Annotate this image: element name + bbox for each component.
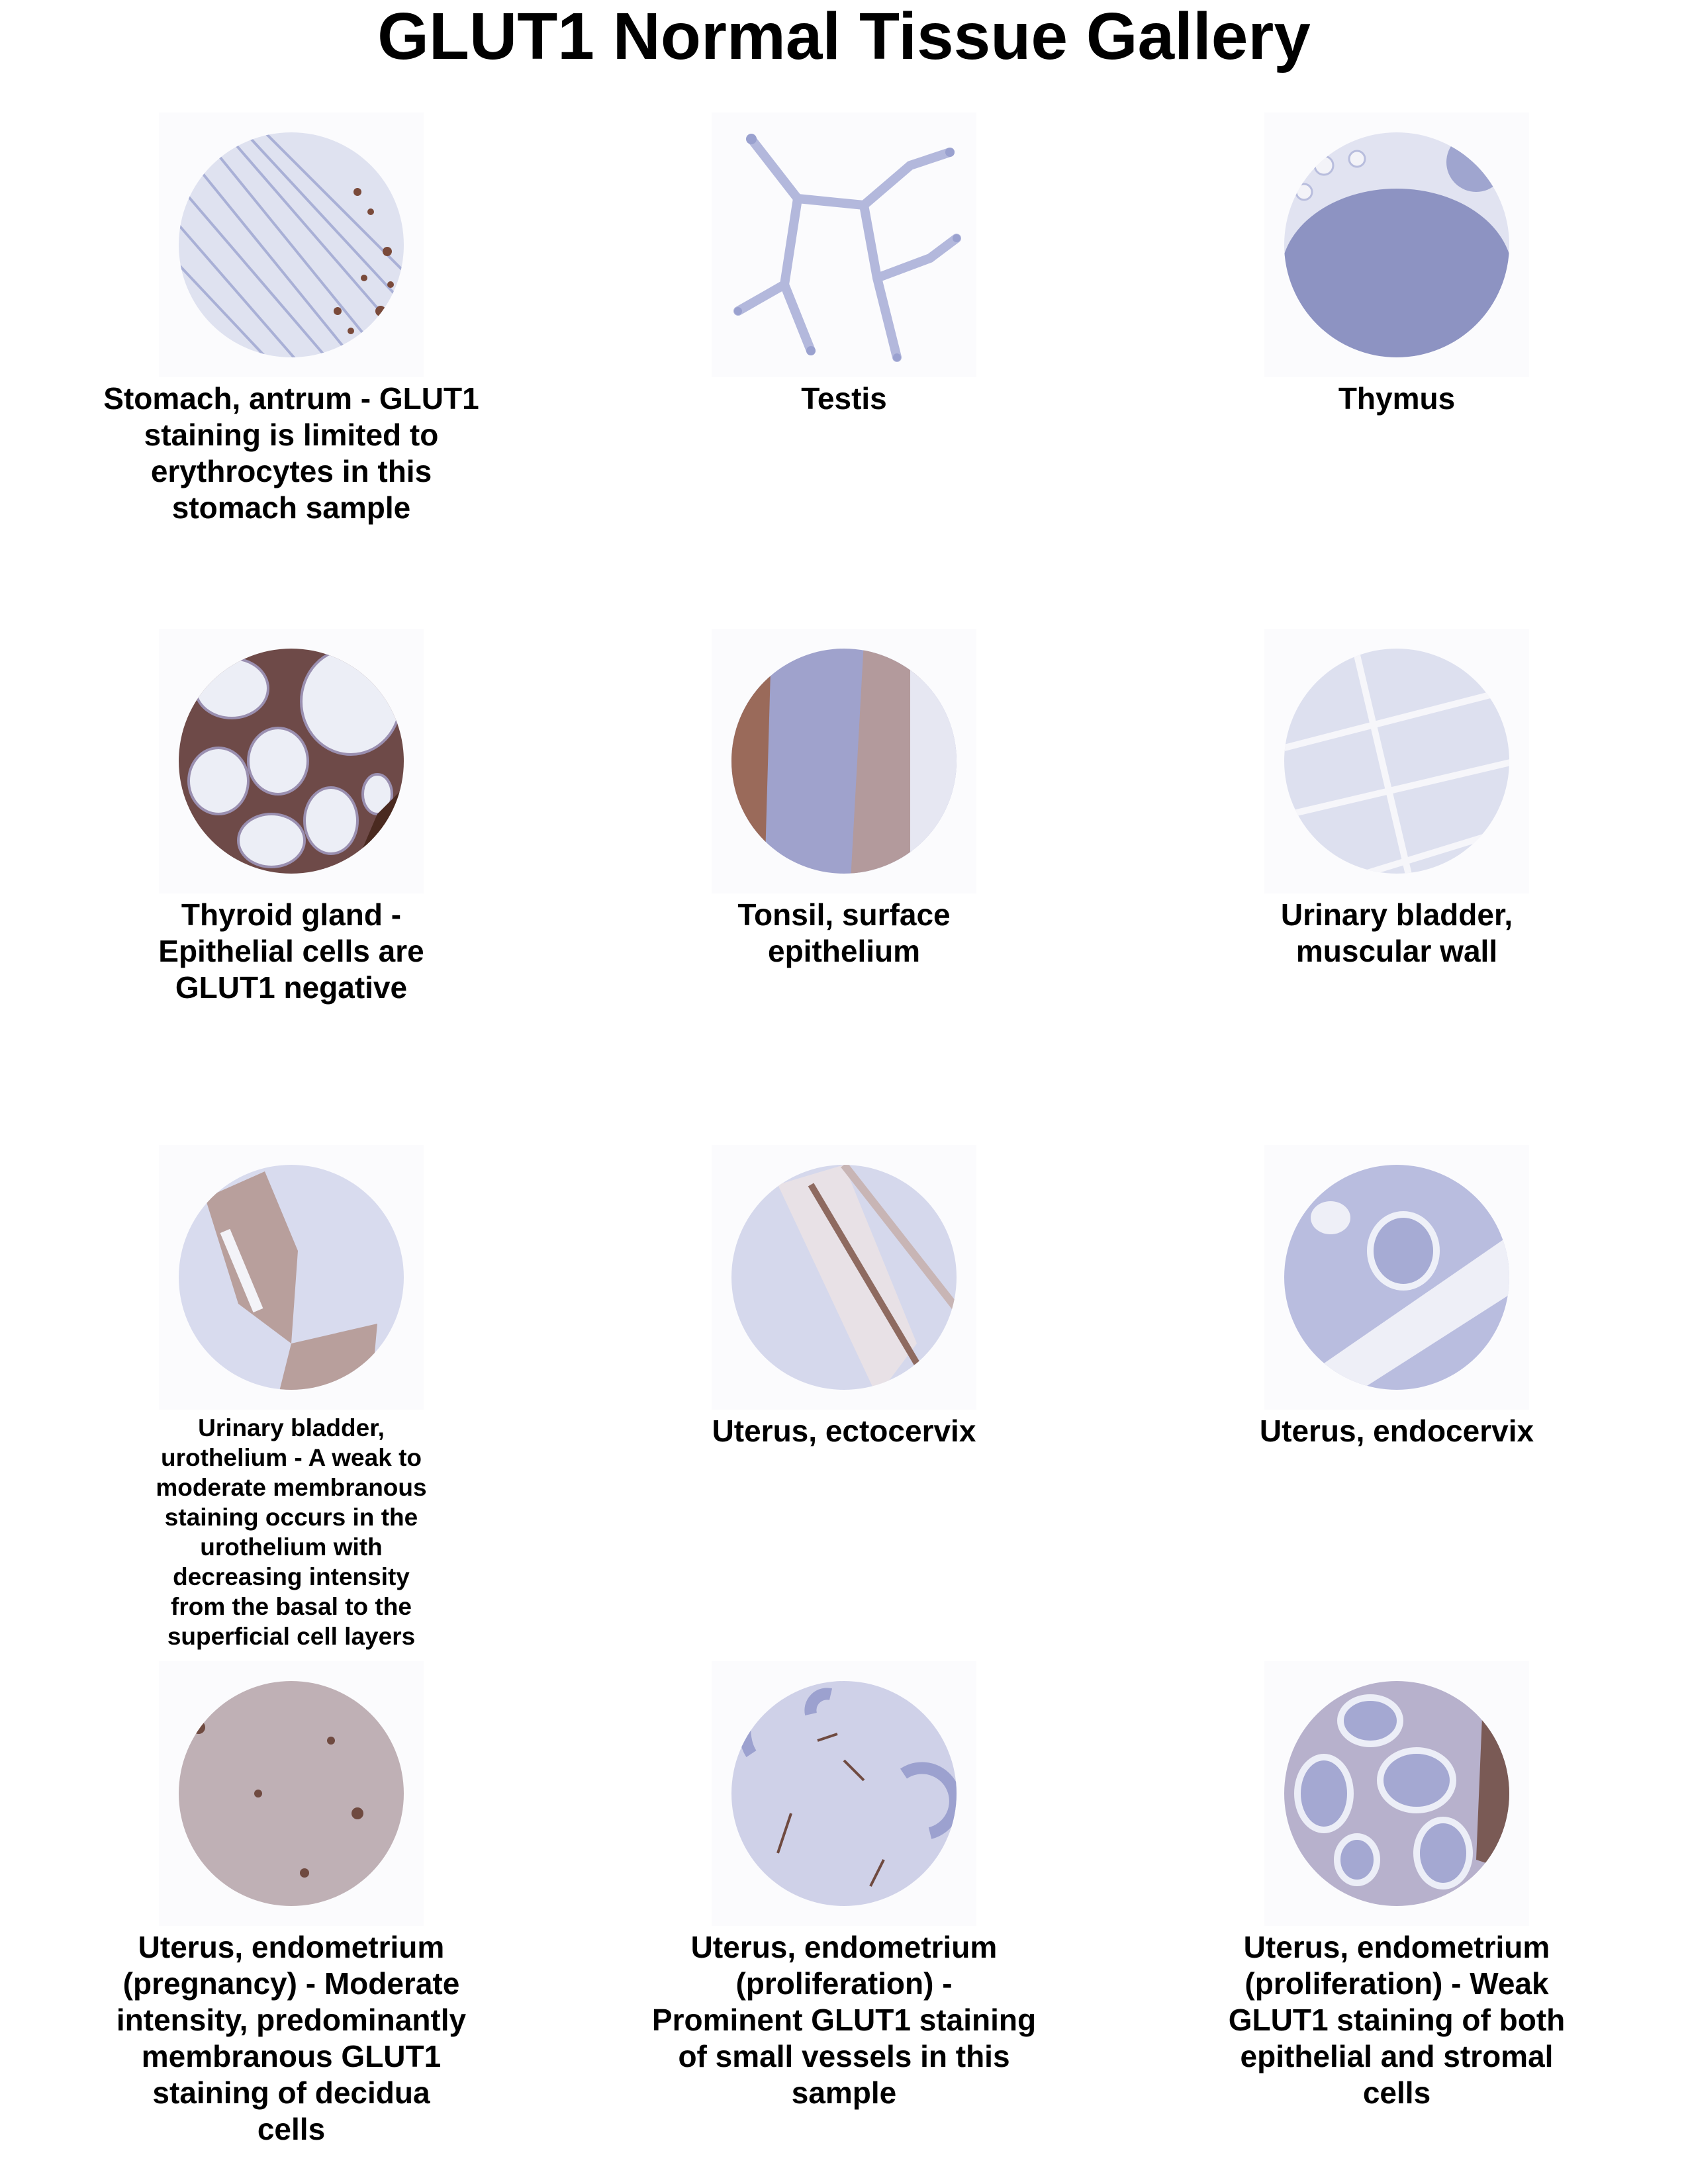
tissue-image bbox=[159, 1145, 424, 1410]
tissue-image bbox=[1264, 1145, 1529, 1410]
tissue-image bbox=[1264, 1661, 1529, 1926]
tile-caption: Uterus, endometrium (proliferation) - Weak GLUT1 staining of both epithelial and stromal cells bbox=[1228, 1930, 1566, 2110]
tile-caption: Testis bbox=[801, 381, 887, 416]
tissue-image bbox=[159, 113, 424, 377]
tile-caption: Uterus, endometrium (proliferation) - Prominent GLUT1 staining of small vessels in this sample bbox=[651, 1930, 1037, 2110]
tissue-image bbox=[712, 1145, 976, 1410]
tissue-image bbox=[1264, 113, 1529, 377]
tile-caption: Thyroid gland - Epithelial cells are GLUT1 negative bbox=[158, 897, 424, 1005]
tile-caption: Uterus, ectocervix bbox=[712, 1414, 976, 1448]
tile-caption: Tonsil, surface epithelium bbox=[737, 897, 951, 968]
tissue-image bbox=[712, 1661, 976, 1926]
tile-caption: Urinary bladder, urothelium - A weak to moderate membranous staining occurs in the urothelium with decreasing intensity from the basal to the superficial cell layers bbox=[156, 1414, 427, 1650]
tile-caption: Uterus, endocervix bbox=[1259, 1414, 1534, 1448]
tissue-image bbox=[159, 629, 424, 893]
page-title: GLUT1 Normal Tissue Gallery bbox=[377, 0, 1311, 73]
tile-caption: Uterus, endometrium (pregnancy) - Moderate intensity, predominantly membranous GLUT1 staining of decidua cells bbox=[116, 1930, 467, 2146]
tissue-image bbox=[1264, 629, 1529, 893]
tissue-image bbox=[712, 113, 976, 377]
tile-caption: Thymus bbox=[1338, 381, 1456, 416]
tissue-image bbox=[712, 629, 976, 893]
tissue-image bbox=[159, 1661, 424, 1926]
tile-caption: Urinary bladder, muscular wall bbox=[1280, 897, 1513, 968]
tile-caption: Stomach, antrum - GLUT1 staining is limited to erythrocytes in this stomach sample bbox=[103, 381, 479, 525]
